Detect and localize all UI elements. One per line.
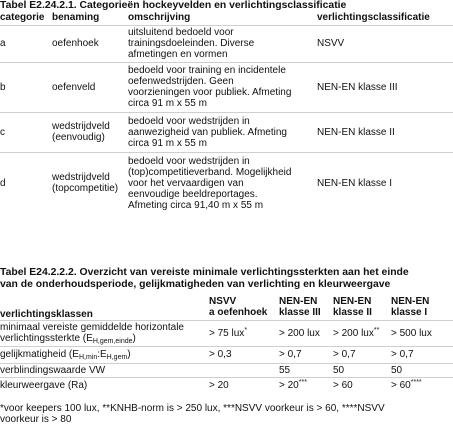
cell-categorie: a bbox=[0, 25, 52, 62]
label-subscript: H,gem,einde bbox=[92, 338, 133, 345]
table-row bbox=[0, 62, 453, 112]
table-row bbox=[0, 320, 453, 346]
cell-benaming: wedstrijdveld (topcompetitie) bbox=[52, 152, 128, 214]
value-text: > 20 bbox=[279, 380, 299, 392]
table-row bbox=[0, 112, 453, 152]
header-klasse-ii: NEN-EN klasse II bbox=[333, 296, 372, 318]
cell-value bbox=[391, 377, 453, 394]
label-paren: ) bbox=[127, 349, 131, 360]
row-label-color-rendering: kleurweergave (Ra) bbox=[0, 377, 209, 394]
cell-classificatie: NEN-EN klasse I bbox=[317, 152, 453, 214]
cell-value: > 200 lux bbox=[279, 320, 333, 346]
table1-title: Tabel E2.24.2.1. Categorieën hockeyvelden en verlichtingsclassificatie bbox=[0, 0, 347, 11]
label-subscript: H,min bbox=[78, 354, 98, 361]
cell-classificatie: NEN-EN klasse III bbox=[317, 62, 453, 112]
table2-title-line1: Tabel E24.2.2.2. Overzicht van vereiste minimale verlichtingssterkten aan het einde bbox=[0, 267, 409, 278]
cell-value: 55 bbox=[279, 363, 333, 377]
cell-omschrijving: bedoeld voor wedstrijden in (top)competitieverband. Mogelijkheid voor het vervaardigen van eenvoudige beeldreportages. Afmeting circa 91,40 m x 55 m bbox=[128, 152, 317, 214]
cell-omschrijving: bedoeld voor training en incidentele oefenwedstrijden. Geen voorzieningen voor publiek. Afmeting circa 91 m x 55 m bbox=[128, 62, 317, 112]
cell-value: > 0,7 bbox=[279, 346, 333, 363]
cell-classificatie: NSVV bbox=[317, 25, 453, 62]
header-klasse-i: NEN-EN klasse I bbox=[391, 296, 430, 318]
label-line: verlichtingssterkte (E bbox=[0, 333, 93, 344]
cell-value: > 60 bbox=[333, 377, 391, 394]
hockey-categories-table bbox=[0, 12, 453, 214]
cell-value: > 0,3 bbox=[209, 346, 279, 363]
cell-value: > 500 lux bbox=[391, 320, 453, 346]
cell-categorie: c bbox=[0, 112, 52, 152]
table2-title-line2: van de onderhoudsperiode, gelijkmatigheden van verlichting en kleurweergave bbox=[0, 279, 391, 290]
header-nsvv: NSVV a oefenhoek bbox=[209, 296, 268, 318]
cell-value bbox=[279, 377, 333, 394]
table-row bbox=[0, 377, 453, 394]
table2-header-row bbox=[0, 296, 453, 320]
value-text: > 200 lux bbox=[333, 327, 374, 339]
table-row bbox=[0, 346, 453, 363]
cell-benaming: wedstrijdveld (eenvoudig) bbox=[52, 112, 128, 152]
header-benaming: benaming bbox=[52, 12, 128, 25]
label-text: :E bbox=[97, 349, 107, 360]
row-label-illuminance bbox=[0, 320, 209, 346]
header-categorie: categorie bbox=[0, 12, 52, 25]
label-text: gelijkmatigheid (E bbox=[0, 349, 79, 360]
header-verlichtingsklassen: verlichtingsklassen bbox=[0, 308, 93, 320]
lighting-requirements-table bbox=[0, 296, 453, 394]
footnote-mark: **** bbox=[410, 379, 422, 387]
footnote-mark: *** bbox=[298, 379, 307, 387]
cell-value bbox=[209, 363, 279, 377]
cell-omschrijving: uitsluitend bedoeld voor trainingsdoeleinden. Diverse afmetingen en vormen bbox=[128, 25, 317, 62]
cell-value: 50 bbox=[333, 363, 391, 377]
cell-omschrijving: bedoeld voor wedstrijden in aanwezigheid van publiek. Afmeting circa 91 m x 55 m bbox=[128, 112, 317, 152]
value-text: > 60 bbox=[391, 380, 411, 392]
cell-value: > 0,7 bbox=[391, 346, 453, 363]
row-label-glare: verblindingswaarde VW bbox=[0, 363, 209, 377]
header-omschrijving: omschrijving bbox=[128, 12, 317, 25]
header-klasse-iii: NEN-EN klasse III bbox=[279, 296, 321, 318]
table-row bbox=[0, 25, 453, 62]
value-text: > 75 lux bbox=[209, 327, 245, 339]
cell-categorie: b bbox=[0, 62, 52, 112]
table2-footnote: *voor keepers 100 lux, **KNHB-norm is > 250 lux, ***NSVV voorkeur is > 60, ****NSVV voorkeur is > 80 bbox=[0, 403, 385, 425]
cell-value bbox=[333, 320, 391, 346]
cell-value: 50 bbox=[391, 363, 453, 377]
row-label-uniformity bbox=[0, 346, 209, 363]
cell-classificatie: NEN-EN klasse II bbox=[317, 112, 453, 152]
label-line: minimaal vereiste gemiddelde horizontale bbox=[0, 322, 184, 333]
label-paren: ) bbox=[132, 333, 136, 344]
cell-benaming: oefenveld bbox=[52, 62, 128, 112]
cell-value bbox=[209, 320, 279, 346]
table-row bbox=[0, 152, 453, 214]
label-subscript: H,gem bbox=[106, 354, 128, 361]
cell-value: > 0,7 bbox=[333, 346, 391, 363]
footnote-mark: ** bbox=[373, 326, 380, 334]
cell-categorie: d bbox=[0, 152, 52, 214]
table1-header-row bbox=[0, 12, 453, 25]
header-verlichtingsclassificatie: verlichtingsclassificatie bbox=[317, 12, 453, 25]
cell-value: > 20 bbox=[209, 377, 279, 394]
cell-benaming: oefenhoek bbox=[52, 25, 128, 62]
footnote-mark: * bbox=[244, 326, 248, 334]
table-row bbox=[0, 363, 453, 377]
